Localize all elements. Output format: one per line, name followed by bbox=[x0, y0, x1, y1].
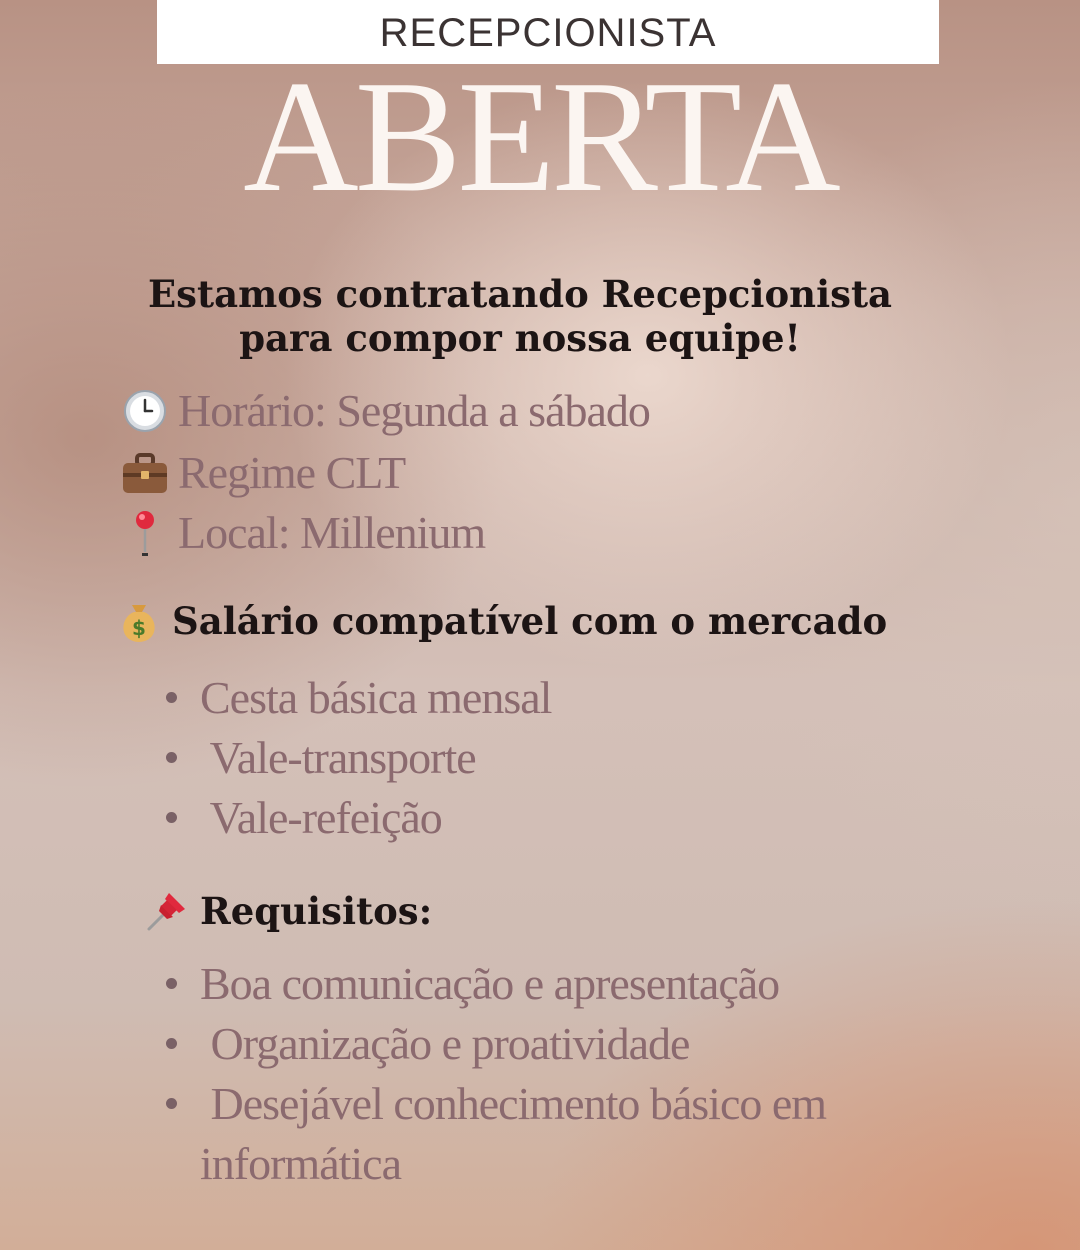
benefit-text: Cesta básica mensal bbox=[200, 672, 552, 723]
requirement-text: Boa comunicação e apresentação bbox=[200, 958, 780, 1009]
intro-line-1: Estamos contratando Recepcionista bbox=[147, 272, 893, 316]
requirements-title: Requisitos: bbox=[200, 889, 433, 933]
location-line bbox=[120, 506, 485, 559]
requirement-text: Desejável conhecimento básico em bbox=[200, 1078, 827, 1129]
bullet-dot bbox=[166, 978, 177, 989]
svg-text:$: $ bbox=[132, 616, 146, 640]
contract-line bbox=[120, 446, 405, 499]
list-item bbox=[160, 1014, 826, 1074]
requirement-text: Organização e proatividade bbox=[200, 1018, 690, 1069]
location-text: Local: Millenium bbox=[178, 507, 486, 558]
benefit-text: Vale-refeição bbox=[200, 792, 442, 843]
salary-heading bbox=[114, 596, 887, 646]
list-item-continuation bbox=[160, 1134, 826, 1194]
benefits-list bbox=[160, 668, 551, 848]
bullet-dot bbox=[166, 1098, 177, 1109]
salary-title: Salário compatível com o mercado bbox=[172, 599, 888, 643]
bullet-dot bbox=[166, 1038, 177, 1049]
schedule-line bbox=[120, 384, 650, 437]
list-item bbox=[160, 668, 551, 728]
schedule-text: Horário: Segunda a sábado bbox=[178, 385, 650, 436]
clock-icon bbox=[120, 386, 170, 436]
briefcase-icon bbox=[120, 448, 170, 498]
list-item bbox=[160, 728, 551, 788]
banner-title: RECEPCIONISTA bbox=[379, 10, 717, 55]
requirements-list bbox=[160, 954, 826, 1194]
intro-line-2: para compor nossa equipe! bbox=[239, 316, 801, 360]
intro-text bbox=[0, 272, 1040, 360]
list-item bbox=[160, 1074, 826, 1134]
bullet-dot bbox=[166, 692, 177, 703]
requirement-text: informática bbox=[200, 1138, 402, 1189]
bullet-dot bbox=[166, 752, 177, 763]
pushpin-icon bbox=[142, 886, 192, 936]
contract-text: Regime CLT bbox=[178, 447, 406, 498]
requirements-heading bbox=[142, 886, 432, 936]
headline: ABERTA bbox=[243, 47, 837, 225]
list-item bbox=[160, 954, 826, 1014]
map-pin-icon bbox=[120, 508, 170, 558]
bullet-dot bbox=[166, 812, 177, 823]
money-bag-icon bbox=[114, 596, 164, 646]
benefit-text: Vale-transporte bbox=[200, 732, 476, 783]
list-item bbox=[160, 788, 551, 848]
